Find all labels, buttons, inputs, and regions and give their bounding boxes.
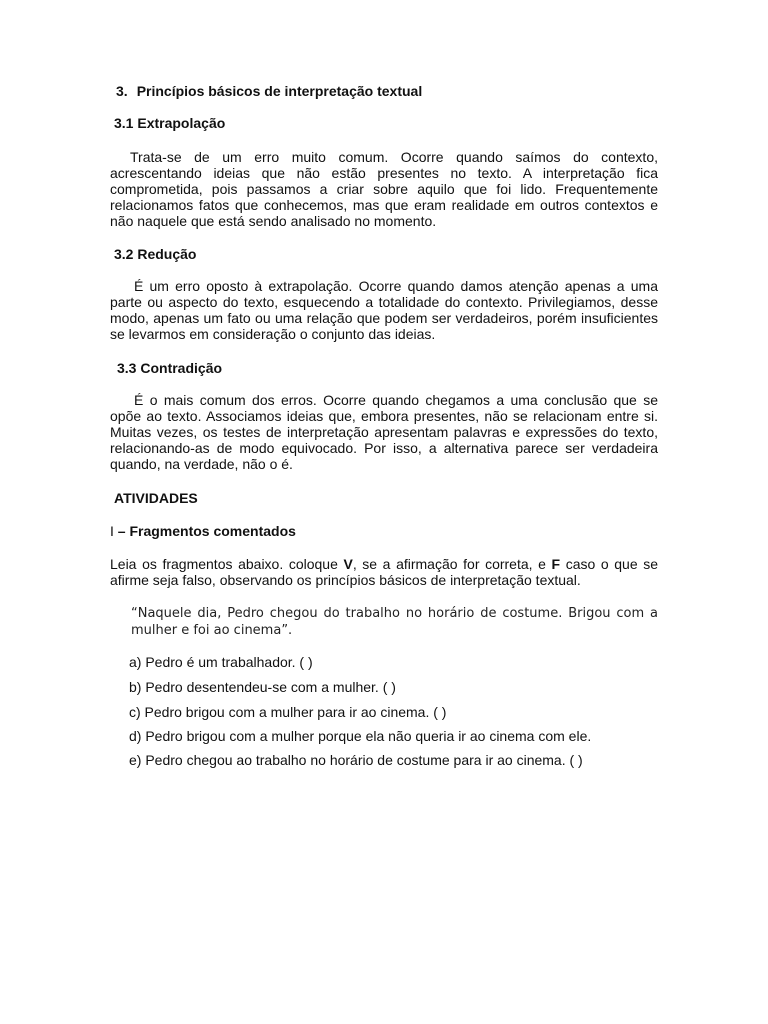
v-letter: V — [343, 556, 353, 572]
heading-reducao: 3.2 Redução — [114, 246, 197, 262]
list-item: a) Pedro é um trabalhador. ( ) — [129, 654, 313, 670]
instruction-text-2: , se a afirmação for correta, e — [352, 556, 552, 572]
heading-contradicao: 3.3 Contradição — [117, 360, 223, 376]
list-item: d) Pedro brigou com a mulher porque ela não queria ir ao cinema com ele. — [129, 728, 592, 744]
quote-fragment: “Naquele dia, Pedro chegou do trabalho no horário de costume. Brigou com a mulher e foi ao cinema”. — [131, 606, 658, 638]
instruction-text-1: Leia os fragmentos abaixo. coloque — [110, 556, 344, 572]
part-roman: I — [110, 523, 114, 539]
heading-extrapolacao: 3.1 Extrapolação — [114, 115, 226, 131]
list-item: e) Pedro chegou ao trabalho no horário de costume para ir ao cinema. ( ) — [129, 752, 583, 768]
paragraph-contradicao: É o mais comum dos erros. Ocorre quando chegamos a uma conclusão que se opõe ao texto. Associamos ideias que, embora presentes, não se relacionam entre si. Muitas vezes, os testes de interpretação apresentam palavras e expressões do texto, relacionando-as de modo equivocado. Por isso, a alternativa parece ser verdadeira quando, na verdade, não o é. — [110, 392, 658, 472]
heading-atividades: ATIVIDADES — [114, 490, 198, 506]
instruction-text-3: caso o que se afirme seja falso, observando os princípios básicos de interpretação textual. — [110, 556, 658, 588]
part-heading — [110, 523, 658, 539]
paragraph-extrapolacao: Trata-se de um erro muito comum. Ocorre quando saímos do contexto, acrescentando ideias que não estão presentes no texto. A interpretação fica comprometida, pois passamos a criar sobre aquilo que foi lido. Frequentemente relacionamos fatos que conhecemos, mas que eram realidade em outros contextos e não naquele que está sendo analisado no momento. — [110, 149, 658, 229]
section-title-text: Princípios básicos de interpretação textual — [136, 83, 423, 99]
instruction-paragraph — [110, 556, 658, 588]
f-letter: F — [551, 556, 561, 572]
part-title: – Fragmentos comentados — [117, 523, 296, 539]
list-item: c) Pedro brigou com a mulher para ir ao cinema. ( ) — [129, 704, 447, 720]
section-number: 3. — [116, 83, 128, 99]
paragraph-reducao: É um erro oposto à extrapolação. Ocorre quando damos atenção apenas a uma parte ou aspecto do texto, esquecendo a totalidade do contexto. Privilegiamos, desse modo, apenas um fato ou uma relação que podem ser verdadeiros, porém insuficientes se levarmos em consideração o conjunto das ideias. — [110, 278, 658, 342]
list-item: b) Pedro desentendeu-se com a mulher. ( ) — [129, 679, 396, 695]
section-title — [116, 83, 664, 99]
